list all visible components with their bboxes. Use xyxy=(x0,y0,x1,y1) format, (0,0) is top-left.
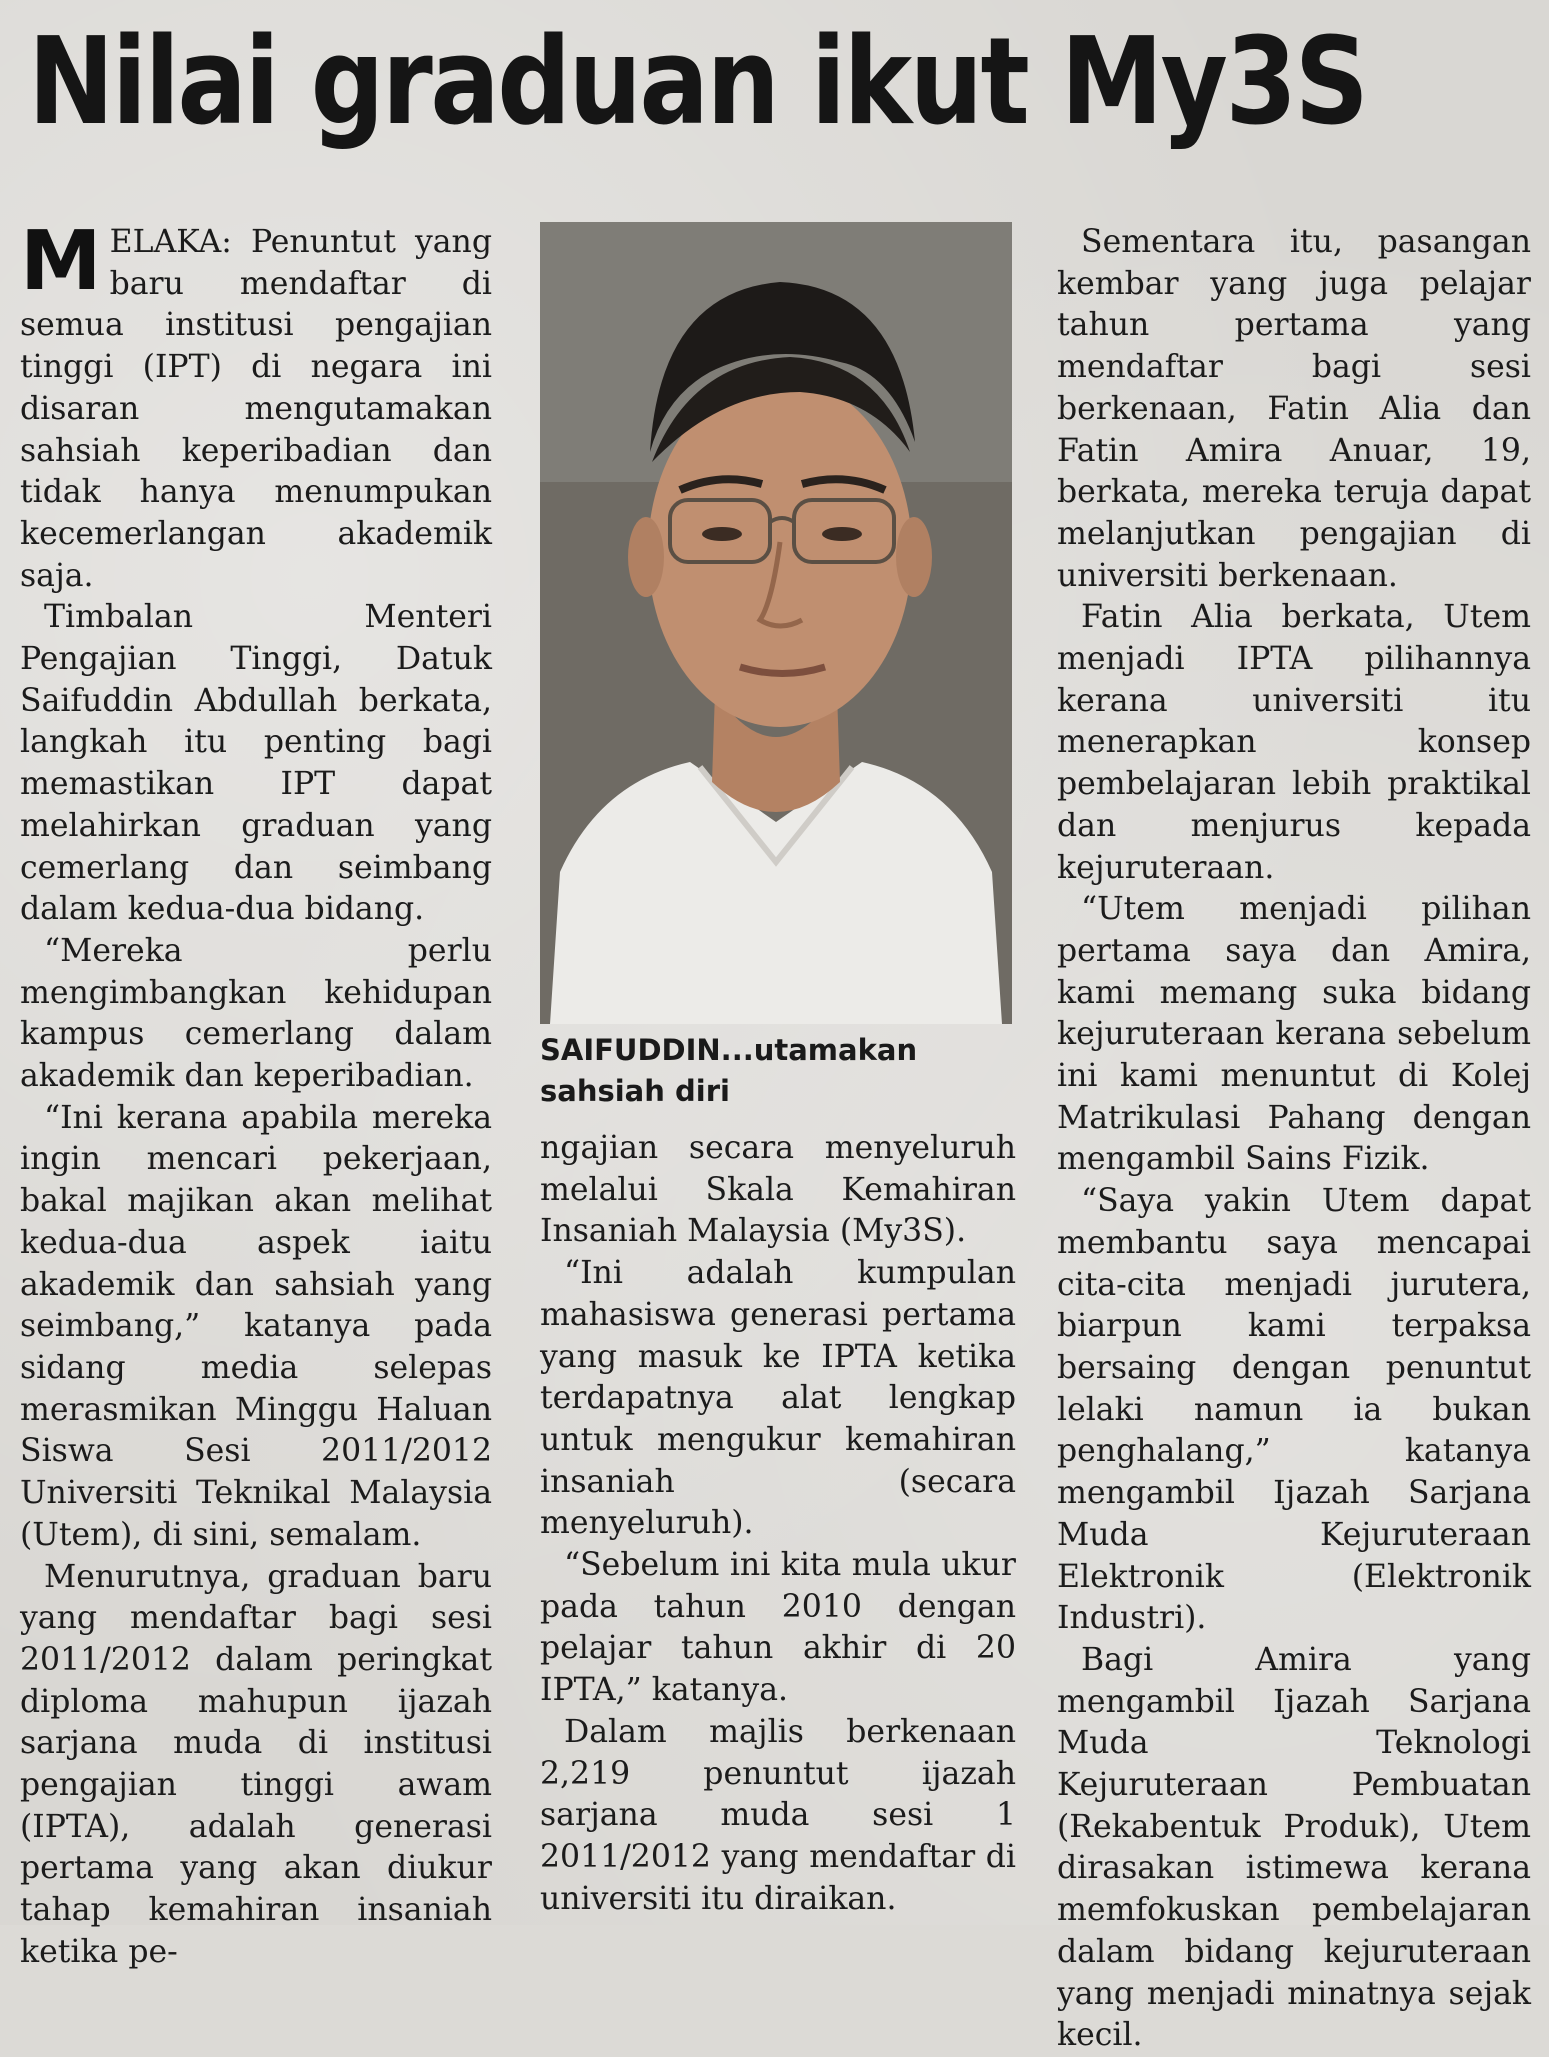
paragraph: ngajian secara menyeluruh melalui Skala Kemahiran Insaniah Malaysia (My3S). xyxy=(540,1130,1016,1250)
paragraph: Sementara itu, pasangan kembar yang juga pelajar tahun pertama yang mendaftar bagi sesi berkenaan, Fatin Alia dan Fatin Amira Anuar, 19, berkata, mereka teruja dapat melanjutkan pengajian di universiti berkenaan. xyxy=(1057,224,1531,594)
headline: Nilai graduan ikut My3S xyxy=(28,13,1367,152)
lead-text: ELAKA: Penuntut yang baru mendaftar di semua institusi pengajian tinggi (IPT) di negara ini disaran mengutamakan sahsiah keperibadian dan tidak hanya menumpukan kecemerlangan akademik saja. xyxy=(20,224,492,594)
paragraph: Menurutnya, graduan baru yang mendaftar bagi sesi 2011/2012 dalam peringkat diploma mahupun ijazah sarjana muda di institusi pengajian tinggi awam (IPTA), adalah generasi pertama yang akan diukur tahap kemahiran insaniah ketika pe- xyxy=(20,1558,492,1970)
paragraph: “Utem menjadi pilihan pertama saya dan Amira, kami memang suka bidang kejuruteraan kerana sebelum ini kami menuntut di Kolej Matrikulasi Pahang dengan mengambil Sains Fizik. xyxy=(1057,891,1531,1178)
paragraph: Bagi Amira yang mengambil Ijazah Sarjana Muda Teknologi Kejuruteraan Pembuatan (Rekabentuk Produk), Utem dirasakan istimewa kerana memfokuskan pembelajaran dalam bidang kejuruteraan yang menjadi minatnya sejak kecil. xyxy=(1057,1641,1531,2054)
column-2 xyxy=(540,1128,1016,1920)
portrait-illustration xyxy=(540,222,1012,1024)
paragraph: “Saya yakin Utem dapat membantu saya mencapai cita-cita menjadi jurutera, biarpun kami terpaksa bersaing dengan penuntut lelaki namun ia bukan penghalang,” katanya mengambil Ijazah Sarjana Muda Kejuruteraan Elektronik (Elektronik Industri). xyxy=(1057,1183,1531,1637)
paragraph: “Sebelum ini kita mula ukur pada tahun 2010 dengan pelajar tahun akhir di 20 IPTA,” katanya. xyxy=(540,1547,1016,1709)
photo-caption: SAIFUDDIN...utamakan sahsiah diri xyxy=(540,1033,918,1108)
paragraph: Dalam majlis berkenaan 2,219 penuntut ijazah sarjana muda sesi 1 2011/2012 yang mendaftar di universiti itu diraikan. xyxy=(540,1713,1016,1917)
paragraph: Timbalan Menteri Pengajian Tinggi, Datuk Saifuddin Abdullah berkata, langkah itu penting bagi memastikan IPT dapat melahirkan graduan yang cemerlang dan seimbang dalam kedua-dua bidang. xyxy=(20,599,492,928)
paragraph: Fatin Alia berkata, Utem menjadi IPTA pilihannya kerana universiti itu menerapkan konsep pembelajaran lebih praktikal dan menjurus kepada kejuruteraan. xyxy=(1057,599,1531,886)
paragraph: “Ini kerana apabila mereka ingin mencari pekerjaan, bakal majikan akan melihat kedua-dua aspek iaitu akademik dan sahsiah yang seimbang,” katanya pada sidang media selepas merasmikan Minggu Haluan Siswa Sesi 2011/2012 Universiti Teknikal Malaysia (Utem), di sini, semalam. xyxy=(20,1099,492,1553)
paragraph: “Mereka perlu mengimbangkan kehidupan kampus cemerlang dalam akademik dan keperibadian. xyxy=(20,932,492,1095)
column-3 xyxy=(1057,222,1531,2057)
portrait-photo xyxy=(540,222,1012,1024)
paragraph: “Ini adalah kumpulan mahasiswa generasi pertama yang masuk ke IPTA ketika terdapatnya alat lengkap untuk mengukur kemahiran insaniah (secara menyeluruh). xyxy=(540,1255,1016,1542)
column-1 xyxy=(20,214,492,1974)
paragraph xyxy=(20,214,492,597)
drop-cap: M xyxy=(20,214,102,309)
